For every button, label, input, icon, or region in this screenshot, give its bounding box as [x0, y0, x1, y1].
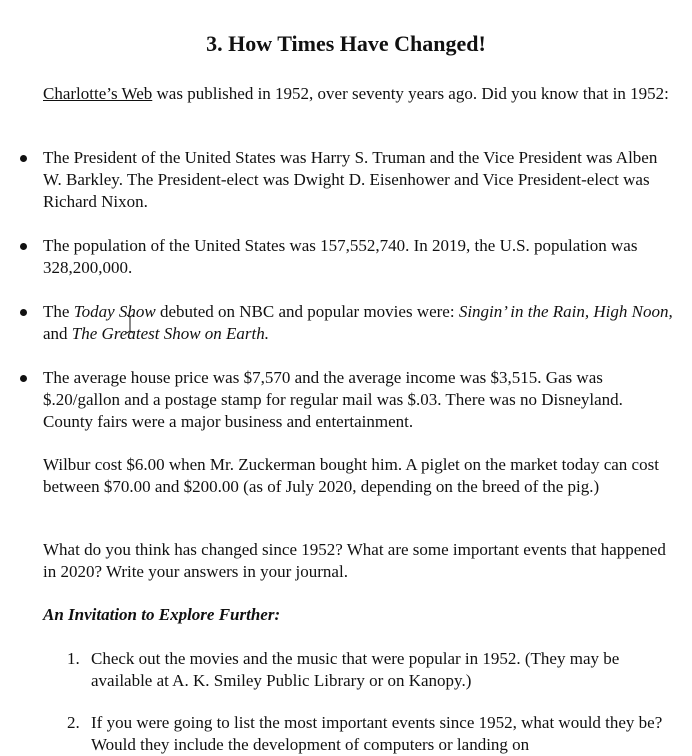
- book-title: Charlotte’s Web: [43, 84, 153, 103]
- text: and: [43, 324, 72, 343]
- bullet-icon: [20, 309, 27, 316]
- today-show: Today Show: [73, 302, 156, 321]
- list-item: Check out the movies and the music that were popular in 1952. (They may be available at A. K. Smiley Public Library or on Kanopy.): [91, 649, 620, 690]
- invitation-heading: An Invitation to Explore Further:: [43, 605, 281, 624]
- bullet-icon: [20, 375, 27, 382]
- text: The: [43, 302, 74, 321]
- list-number: 1.: [67, 649, 80, 668]
- text: debuted on NBC and popular movies were:: [155, 302, 459, 321]
- intro-paragraph: [43, 83, 673, 105]
- list-item: If you were going to list the most important events since 1952, what would they be? Would they include the development of computers or landing on: [91, 713, 663, 754]
- text-cursor-icon: [126, 314, 134, 334]
- bullet-prices: The average house price was $7,570 and the average income was $3,515. Gas was $.20/gallon and a postage stamp for regular mail was $.03. There was no Disneyland. County fairs were a major business and entertainment.: [43, 368, 623, 431]
- bullet-president: The President of the United States was Harry S. Truman and the Vice President was Alben W. Barkley. The President-elect was Dwight D. Eisenhower and Vice President-elect was Richard Nixon.: [43, 148, 658, 211]
- intro-text: was published in 1952, over seventy years ago. Did you know that in 1952:: [152, 84, 669, 103]
- bullet-movies: [43, 301, 673, 345]
- movie-title: The Greatest Show on Earth.: [71, 324, 270, 343]
- wilbur-paragraph: Wilbur cost $6.00 when Mr. Zuckerman bought him. A piglet on the market today can cost between $70.00 and $200.00 (as of July 2020, depending on the breed of the pig.): [43, 455, 659, 496]
- list-number: 2.: [67, 713, 80, 732]
- bullet-icon: [20, 155, 27, 162]
- page-title: 3. How Times Have Changed!: [206, 31, 486, 56]
- bullet-population: The population of the United States was 157,552,740. In 2019, the U.S. population was 328,200,000.: [43, 236, 638, 277]
- bullet-icon: [20, 243, 27, 250]
- question-paragraph: What do you think has changed since 1952? What are some important events that happened in 2020? Write your answers in your journal.: [43, 540, 666, 581]
- movie-titles: Singin’ in the Rain, High Noon,: [458, 302, 673, 321]
